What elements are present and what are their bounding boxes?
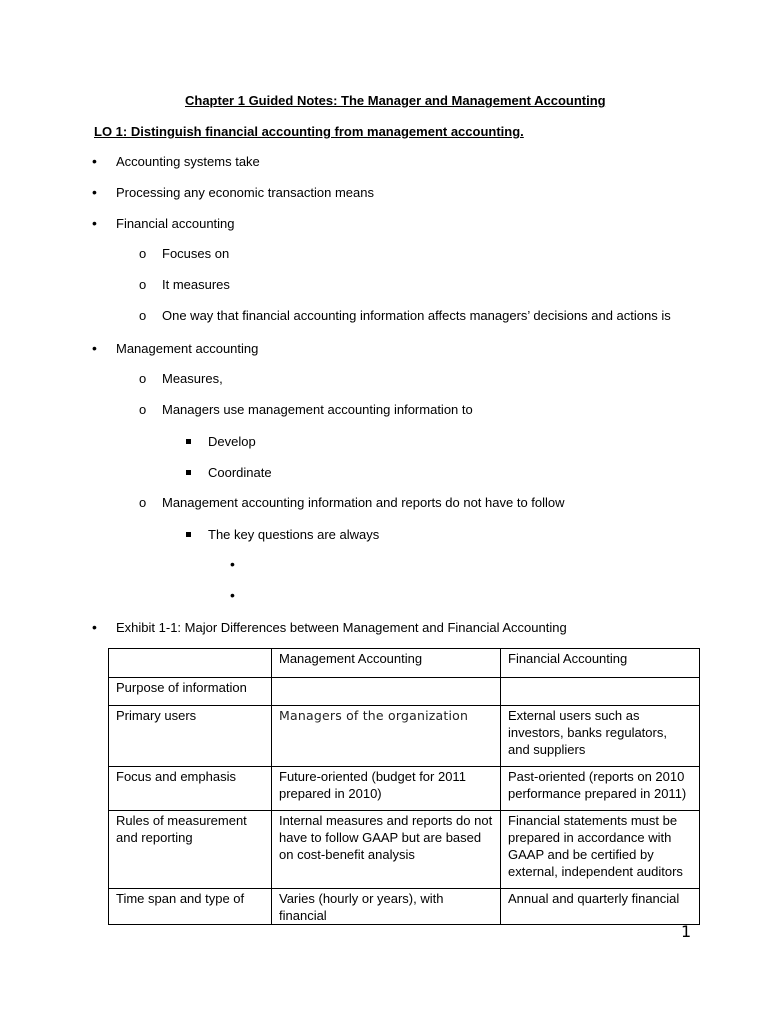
circle-bullet-icon (139, 371, 146, 387)
circle-bullet-icon (139, 495, 146, 511)
table-cell: Focus and emphasis (109, 767, 272, 811)
table-header-cell: Financial Accounting (501, 649, 700, 678)
circle-bullet-icon (139, 277, 146, 293)
table-cell: Managers of the organization (272, 706, 501, 767)
empty-bullet-icon (230, 556, 235, 573)
table-cell: Annual and quarterly financial (501, 889, 700, 925)
table-cell: Purpose of information (109, 678, 272, 706)
comparison-table (108, 648, 700, 925)
bullet-icon (92, 340, 97, 357)
bullet-icon (92, 184, 97, 201)
circle-bullet-icon (139, 308, 146, 324)
table-header-row (109, 649, 700, 678)
table-cell: Past-oriented (reports on 2010 performance prepared in 2011) (501, 767, 700, 811)
bullet-icon (92, 153, 97, 170)
table-row (109, 811, 700, 889)
table-cell: Rules of measurement and reporting (109, 811, 272, 889)
table-row (109, 889, 700, 925)
empty-bullet-icon (230, 587, 235, 604)
outline-subsubitem: The key questions are always (208, 527, 380, 542)
bullet-icon (92, 619, 97, 636)
outline-subitem: Measures, (162, 371, 223, 386)
table-cell: External users such as investors, banks regulators, and suppliers (501, 706, 700, 767)
outline-subitem: Focuses on (162, 246, 230, 261)
outline-subsubitem: Coordinate (208, 465, 272, 480)
table-cell (501, 678, 700, 706)
table-row (109, 678, 700, 706)
table-cell: Future-oriented (budget for 2011 prepared in 2010) (272, 767, 501, 811)
outline-subitem: One way that financial accounting information affects managers’ decisions and actions is (162, 308, 671, 323)
table-cell: Financial statements must be prepared in accordance with GAAP and be certified by external, independent auditors (501, 811, 700, 889)
outline-subitem: Management accounting information and reports do not have to follow (162, 495, 565, 510)
table-cell: Internal measures and reports do not have to follow GAAP but are based on cost-benefit analysis (272, 811, 501, 889)
circle-bullet-icon (139, 246, 146, 262)
table-cell: Primary users (109, 706, 272, 767)
table-header-cell: Management Accounting (272, 649, 501, 678)
square-bullet-icon (186, 470, 191, 475)
outline-item: Financial accounting (116, 216, 235, 231)
table-cell: Time span and type of (109, 889, 272, 925)
document-title: Chapter 1 Guided Notes: The Manager and Management Accounting (185, 93, 606, 108)
page-number: 1 (681, 922, 692, 941)
outline-subsubitem: Develop (208, 434, 256, 449)
outline-item: Exhibit 1-1: Major Differences between Management and Financial Accounting (116, 620, 567, 635)
table-row (109, 706, 700, 767)
table-cell: Varies (hourly or years), with financial (272, 889, 501, 925)
outline-subitem: Managers use management accounting information to (162, 402, 473, 417)
square-bullet-icon (186, 439, 191, 444)
square-bullet-icon (186, 532, 191, 537)
bullet-icon (92, 215, 97, 232)
outline-item: Processing any economic transaction means (116, 185, 374, 200)
learning-objective-heading: LO 1: Distinguish financial accounting from management accounting. (94, 124, 524, 139)
outline-item: Management accounting (116, 341, 259, 356)
table-cell (109, 649, 272, 678)
circle-bullet-icon (139, 402, 146, 418)
outline-item: Accounting systems take (116, 154, 260, 169)
table-cell (272, 678, 501, 706)
outline-subitem: It measures (162, 277, 230, 292)
table-row (109, 767, 700, 811)
